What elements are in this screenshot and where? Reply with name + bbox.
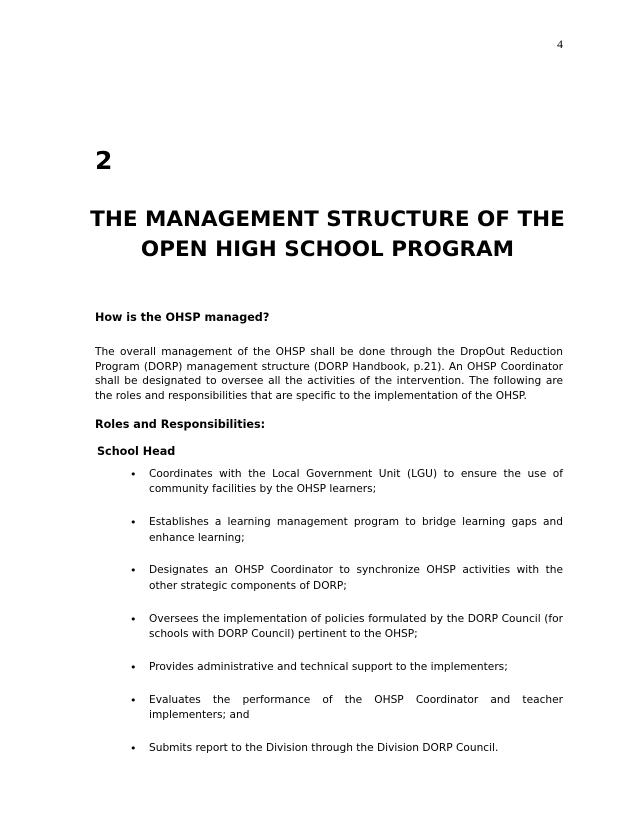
list-item-text: Evaluates the performance of the OHSP Coordinator and teacher implementers; and [149,693,563,722]
bullet-icon: • [130,516,137,530]
bullet-icon: • [130,741,137,755]
list-item-text: Coordinates with the Local Government Unit (LGU) to ensure the use of community facilities by the OHSP learners; [149,468,563,496]
responsibilities-list [130,467,563,774]
list-item [130,515,563,546]
list-item [130,693,563,724]
chapter-title-line-1: THE MANAGEMENT STRUCTURE OF THE [90,207,565,232]
bullet-icon: • [130,612,137,626]
bullet-icon: • [130,564,137,578]
list-item [130,467,563,498]
subheading-school-head: School Head [97,445,176,458]
list-item-text: Designates an OHSP Coordinator to synchronize OHSP activities with the other strategic components of DORP; [149,564,563,592]
bullet-icon: • [130,660,137,674]
chapter-title-line-2: OPEN HIGH SCHOOL PROGRAM [140,237,515,262]
list-item [130,612,563,643]
chapter-number: 2 [95,146,113,175]
list-item-text: Submits report to the Division through the Division DORP Council. [149,741,499,754]
bullet-icon: • [130,693,137,707]
intro-paragraph: The overall management of the OHSP shall be done through the DropOut Reduction Program (DORP) management structure (DORP Handbook, p.21). An OHSP Coordinator shall be designated to oversee all the activities of the intervention. The following are the roles and responsibilities that are specific to the implementation of the OHSP. [95,346,563,402]
list-item-text: Provides administrative and technical support to the implementers; [149,660,508,673]
list-item [130,741,563,756]
section-heading-management: How is the OHSP managed? [95,311,270,324]
list-item [130,563,563,594]
page-number: 4 [557,37,563,51]
chapter-title [80,205,575,265]
section-heading-roles: Roles and Responsibilities: [95,418,266,431]
list-item-text: Oversees the implementation of policies formulated by the DORP Council (for schools with DORP Council) pertinent to the OHSP; [149,612,563,641]
bullet-icon: • [130,468,137,481]
list-item-text: Establishes a learning management program to bridge learning gaps and enhance learning; [149,516,563,544]
list-item [130,660,563,675]
